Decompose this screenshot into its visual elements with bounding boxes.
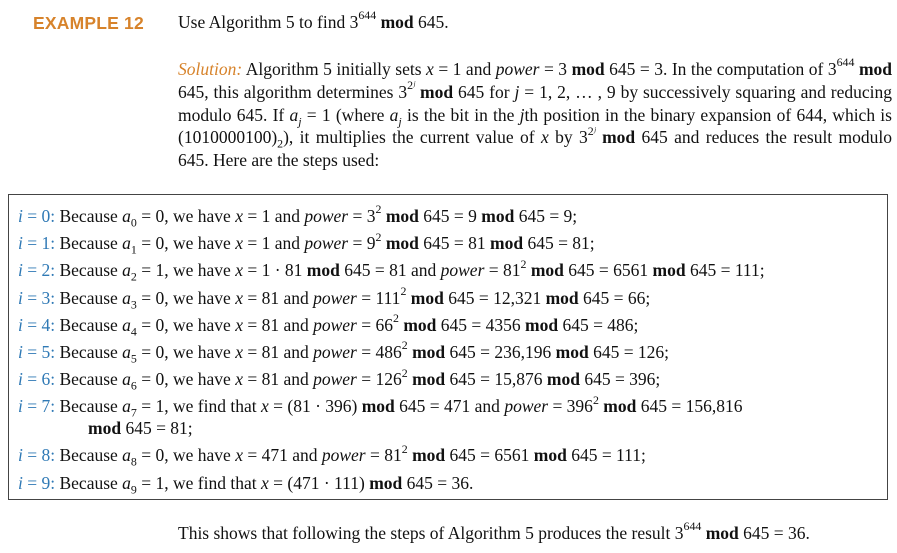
example-label: EXAMPLE 12 xyxy=(33,13,144,33)
step-row: i = 6: Because $a_6 = 0$, we have x = 81 and power = $126^2$ mod 645 = 15,876 mod 645 = 396; xyxy=(18,365,661,393)
step-continuation: mod 645 = 81; xyxy=(88,418,193,439)
step-row: i = 4: Because $a_4 = 0$, we have x = 81 and power = $66^2$ mod 645 = 4356 mod 645 = 486; xyxy=(18,311,639,339)
step-row: i = 3: Because $a_3 = 0$, we have x = 81 and power = $111^2$ mod 645 = 12,321 mod 645 = 66; xyxy=(18,284,651,312)
steps-list xyxy=(18,203,884,497)
step-row: i = 2: Because $a_2 = 1$, we have x = 1 · 81 mod 645 = 81 and power = $81^2$ mod 645 = 6561 mod 645 = 111; xyxy=(18,256,765,284)
step-index: i = 7: xyxy=(18,396,56,417)
step-index: i = 1: xyxy=(18,233,56,254)
solution-label: Solution: xyxy=(178,59,243,79)
step-row: i = 8: Because $a_8 = 0$, we have x = 471 and power = $81^2$ mod 645 = 6561 mod 645 = 111; xyxy=(18,441,646,469)
step-index: i = 8: xyxy=(18,445,56,466)
step-row: i = 1: Because $a_1 = 0$, we have x = 1 and power = $9^2$ mod 645 = 81 mod 645 = 81; xyxy=(18,229,595,257)
step-row: i = 7: Because $a_7 = 1$, we find that x = (81 · 396) mod 645 = 471 and power = $396^2$ mod 645 = 156,816 mod 645 = 81; xyxy=(18,392,743,439)
step-row: i = 0: Because $a_0 = 0$, we have x = 1 and power = $3^2$ mod 645 = 9 mod 645 = 9; xyxy=(18,202,578,230)
step-row: i = 5: Because $a_5 = 0$, we have x = 81 and power = $486^2$ mod 645 = 236,196 mod 645 = 126; xyxy=(18,338,670,366)
step-index: i = 5: xyxy=(18,342,56,363)
conclusion-text: This shows that following the steps of Algorithm 5 produces the result $3^{644}$ mod 645 = 36. xyxy=(178,519,810,543)
step-index: i = 3: xyxy=(18,287,56,308)
step-index: i = 6: xyxy=(18,369,56,390)
step-index: i = 2: xyxy=(18,260,56,281)
step-index: i = 4: xyxy=(18,314,56,335)
example-statement: Use Algorithm 5 to find $3^{644}$ mod 645. xyxy=(178,8,449,32)
step-index: i = 0: xyxy=(18,206,56,226)
step-index: i = 9: xyxy=(18,472,56,493)
step-row: i = 9: Because $a_9 = 1$, we find that x = (471 · 111) mod 645 = 36. xyxy=(18,472,474,497)
solution-paragraph: Solution: Algorithm 5 initially sets x = 1 and power = 3 mod 645 = 3. In the computation of $3^{644}$ mod 645, this algorithm determines $3^{2ʲ}$ mod 645 for j = 1, 2, … , 9 by successively squaring and reducing modulo 645. If $a_j = 1$ (where $a_j$ is the bit in the jth position in the binary expansion of 644, which is $(1010000100)_2$), it multiplies the current value of x by $3^{2ʲ}$ mod 645 and reduces the result modulo 645. Here are the steps used: xyxy=(178,55,893,171)
